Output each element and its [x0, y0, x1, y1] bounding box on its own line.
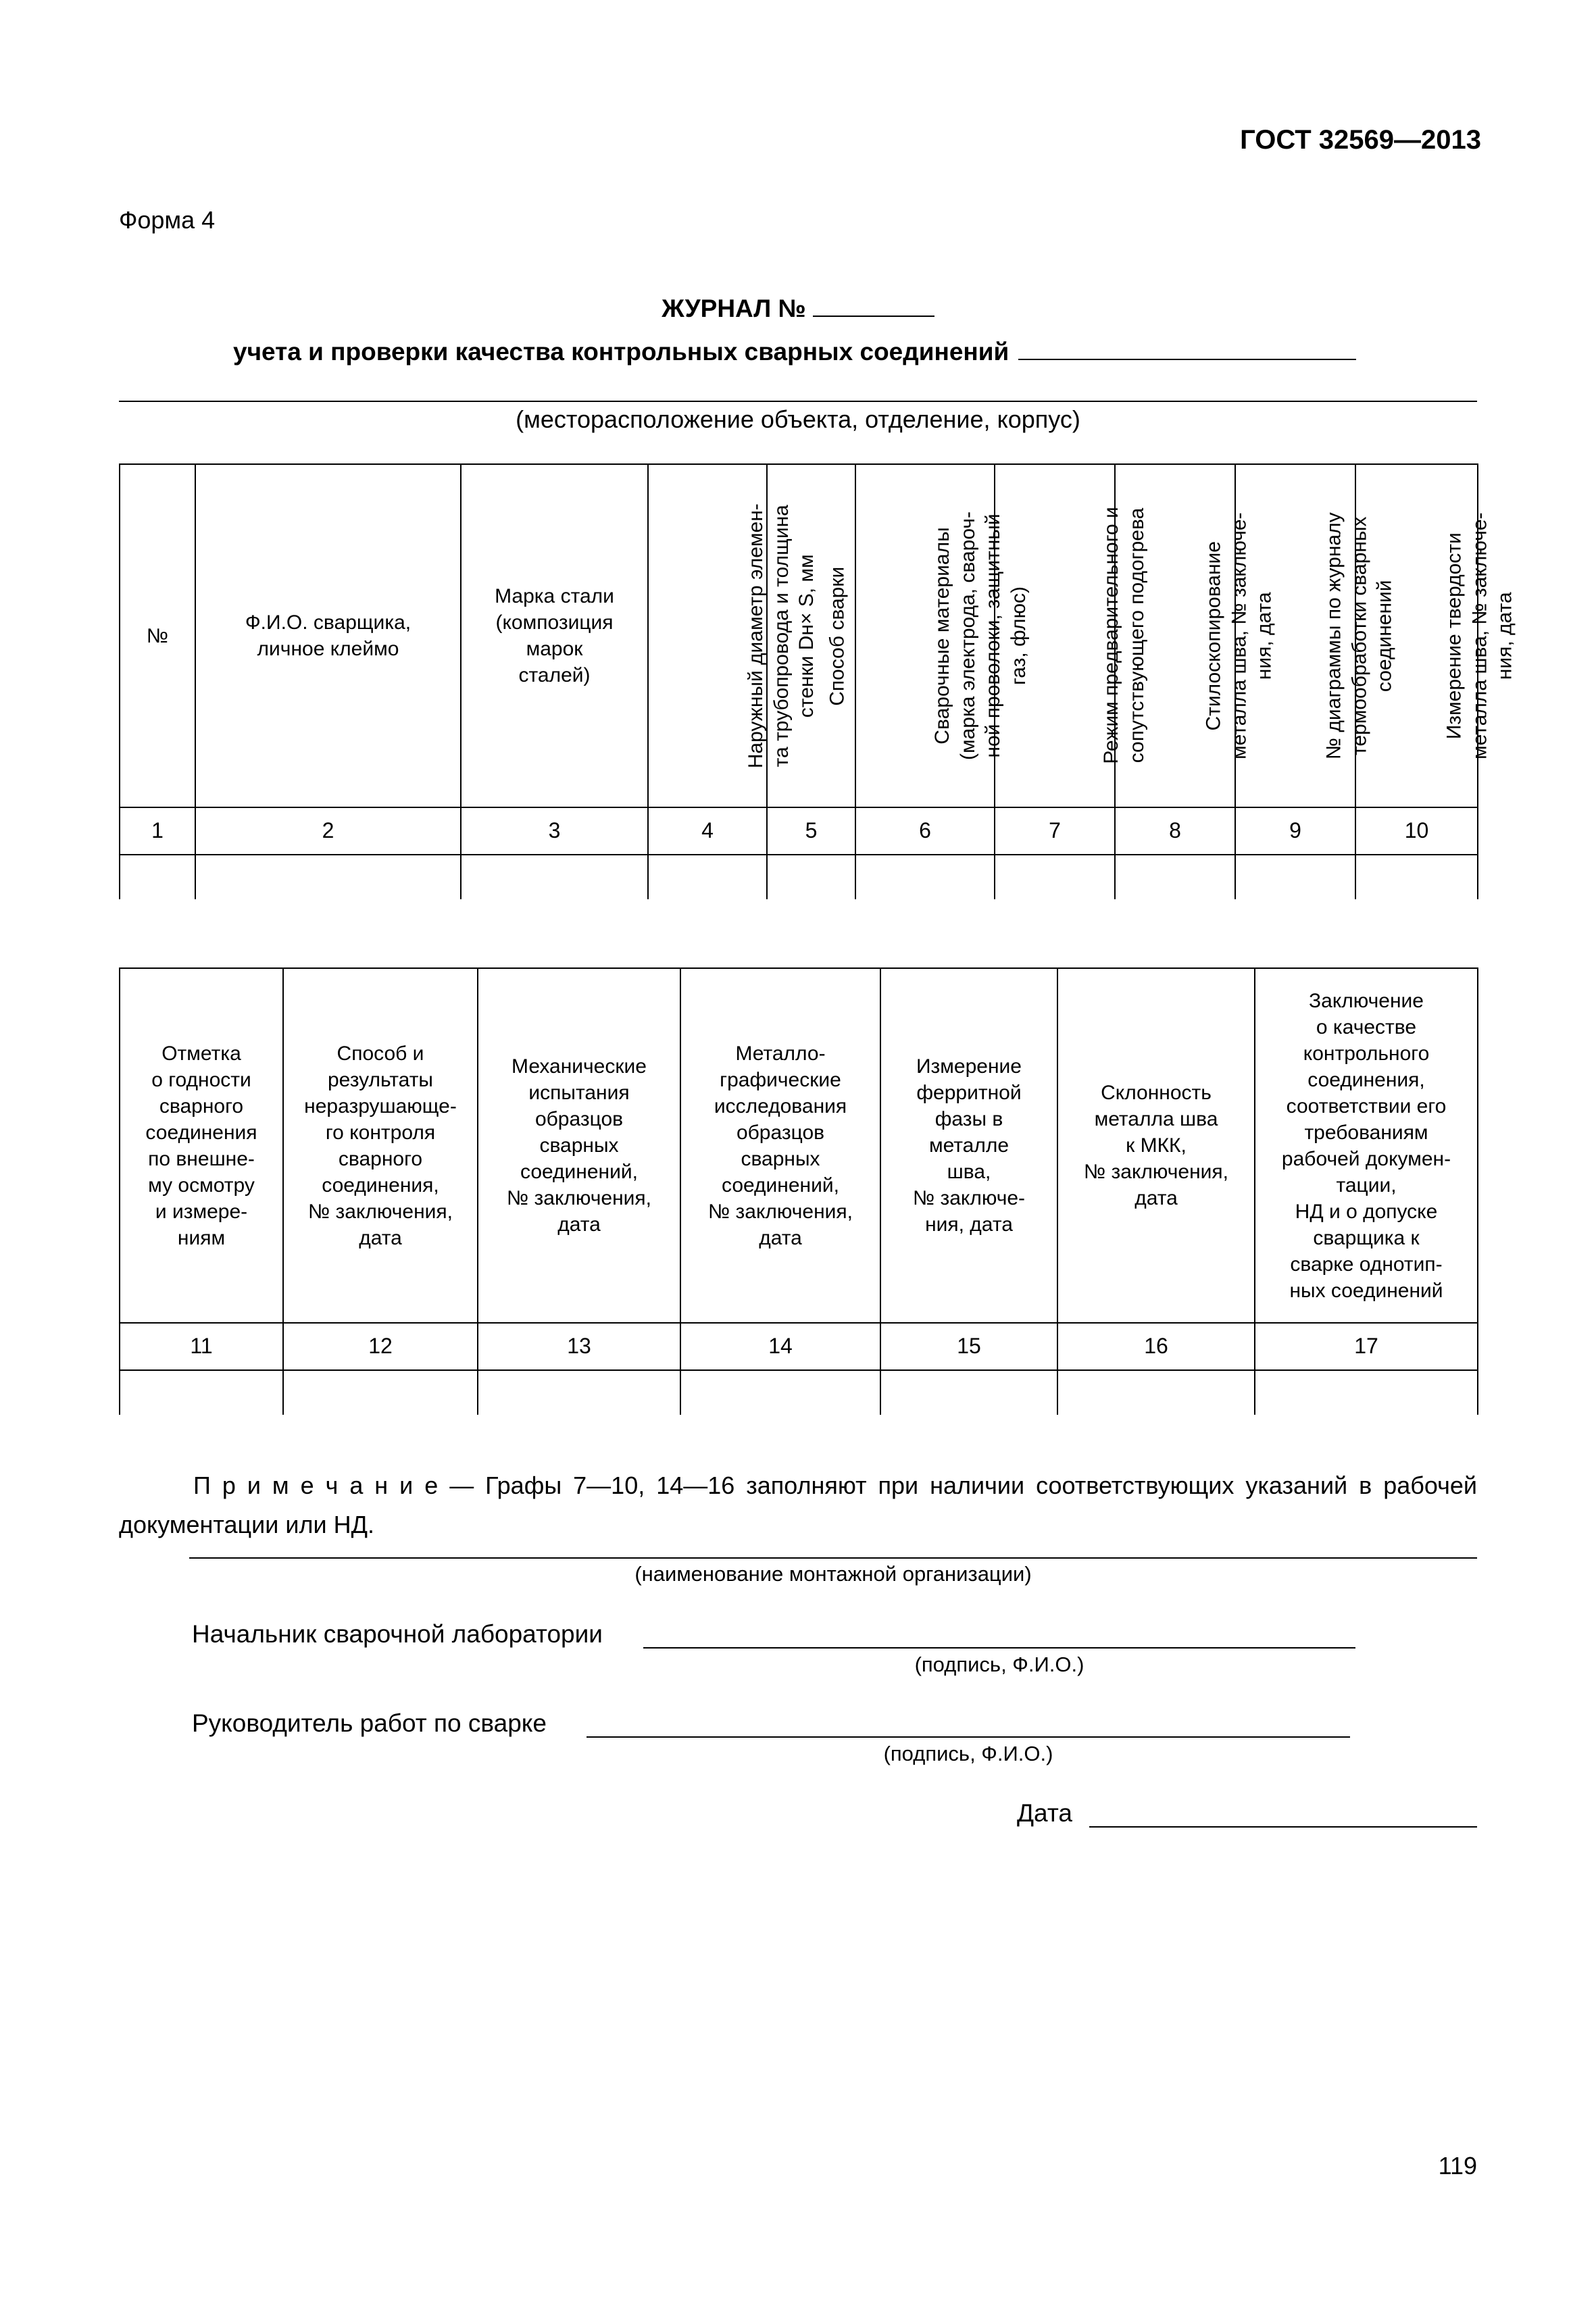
- column-number: 7: [995, 807, 1115, 855]
- journal-table-2: [119, 967, 1478, 1415]
- table1-header-cell: [461, 464, 648, 807]
- column-number: 5: [767, 807, 855, 855]
- column-number: 17: [1255, 1323, 1478, 1370]
- organization-caption: (наименование монтажной организации): [634, 1562, 1032, 1586]
- header-text: Стилоскопирование металла шва, № заключе- ния, дата: [1202, 511, 1276, 759]
- entry-cell[interactable]: [648, 855, 767, 899]
- entry-cell[interactable]: [478, 1370, 680, 1415]
- entry-cell[interactable]: [1115, 855, 1235, 899]
- table2-header-cell: [880, 968, 1057, 1323]
- entry-cell[interactable]: [461, 855, 648, 899]
- entry-cell[interactable]: [283, 1370, 478, 1415]
- header-text: Склонность металла шва к МКК, № заключения, дата: [1084, 1082, 1228, 1209]
- entry-cell[interactable]: [995, 855, 1115, 899]
- header-text: № диаграммы по журналу термообработки сварных соединений: [1322, 511, 1396, 759]
- table2-header-row: [120, 968, 1478, 1323]
- header-text: Отметка о годности сварного соединения по внешне- му осмотру и измере- ниям: [145, 1042, 257, 1249]
- table2-header-cell: [680, 968, 880, 1323]
- column-number: 13: [478, 1323, 680, 1370]
- column-number: 10: [1355, 807, 1478, 855]
- date-label: Дата: [1017, 1799, 1072, 1827]
- welding-head-signature-caption: (подпись, Ф.И.О.): [883, 1742, 1053, 1765]
- entry-cell[interactable]: [120, 1370, 283, 1415]
- table1-header-cell: [648, 464, 818, 807]
- header-text: Металло- графические исследования образцов сварных соединений, № заключения, дата: [708, 1042, 853, 1249]
- column-number: 6: [855, 807, 995, 855]
- location-line: [119, 401, 1477, 402]
- table1-number-row: [120, 807, 1478, 855]
- column-number: 8: [1115, 807, 1235, 855]
- table1-header-cell: [855, 464, 1030, 807]
- form-label: Форма 4: [119, 206, 216, 234]
- table1-entry-row: [120, 855, 1478, 899]
- lab-head-signature-line[interactable]: [643, 1647, 1355, 1649]
- header-text: Измерение ферритной фазы в металле шва, № заключе- ния, дата: [912, 1055, 1026, 1236]
- header-text: Способ сварки: [826, 566, 849, 706]
- table1-header-cell: [120, 464, 195, 807]
- journal-title: [0, 295, 1596, 323]
- standard-number: ГОСТ 32569—2013: [1240, 125, 1481, 155]
- header-text: Механические испытания образцов сварных соединений, № заключения, дата: [507, 1055, 651, 1236]
- table1-header-row: [120, 464, 1478, 807]
- table2-header-cell: [1255, 968, 1478, 1323]
- header-text: №: [146, 624, 169, 647]
- column-number: 12: [283, 1323, 478, 1370]
- date-line[interactable]: [1089, 1826, 1477, 1828]
- table2-header-cell: [478, 968, 680, 1323]
- header-text: Наружный диаметр элемен- та трубопровода и толщина стенки Dн× S, мм: [744, 503, 818, 768]
- header-text: Ф.И.О. сварщика, личное клеймо: [245, 611, 412, 660]
- header-text: Способ и результаты неразрушающе- го контроля сварного соединения, № заключения, дата: [304, 1042, 457, 1249]
- entry-cell[interactable]: [1355, 855, 1478, 899]
- column-number: 14: [680, 1323, 880, 1370]
- location-caption: (месторасположение объекта, отделение, корпус): [516, 405, 1080, 433]
- entry-cell[interactable]: [855, 855, 995, 899]
- journal-number-blank: [813, 295, 934, 317]
- lab-head-signature-caption: (подпись, Ф.И.О.): [914, 1653, 1084, 1676]
- header-text: Заключение о качестве контрольного соединения, соответствии его требованиям рабочей докумен- тации, НД и о допуске сварщика к сварке однотип- ных соединений: [1281, 989, 1451, 1302]
- entry-cell[interactable]: [195, 855, 461, 899]
- entry-cell[interactable]: [880, 1370, 1057, 1415]
- journal-subtitle-blank: [1018, 338, 1356, 360]
- column-number: 15: [880, 1323, 1057, 1370]
- table1-header-cell: [195, 464, 461, 807]
- lab-head-label: Начальник сварочной лаборатории: [192, 1620, 603, 1648]
- column-number: 11: [120, 1323, 283, 1370]
- entry-cell[interactable]: [1235, 855, 1355, 899]
- table2-header-cell: [283, 968, 478, 1323]
- journal-table-1: [119, 463, 1516, 899]
- journal-subtitle-text: учета и проверки качества контрольных сварных соединений: [233, 338, 1009, 366]
- column-number: 1: [120, 807, 195, 855]
- header-text: Режим предварительного и сопутствующего подогрева: [1099, 507, 1148, 765]
- entry-cell[interactable]: [680, 1370, 880, 1415]
- column-number: 3: [461, 807, 648, 855]
- welding-head-signature-line[interactable]: [587, 1736, 1350, 1738]
- table2-number-row: [120, 1323, 1478, 1370]
- column-number: 2: [195, 807, 461, 855]
- column-number: 9: [1235, 807, 1355, 855]
- journal-subtitle: [233, 338, 1356, 366]
- table2-entry-row: [120, 1370, 1478, 1415]
- table2-header-cell: [1057, 968, 1255, 1323]
- header-text: Марка стали (композиция марок сталей): [495, 585, 614, 686]
- column-number: 16: [1057, 1323, 1255, 1370]
- organization-line: [189, 1557, 1477, 1559]
- journal-title-text: ЖУРНАЛ №: [662, 295, 806, 322]
- note-text: П р и м е ч а н и е — Графы 7—10, 14—16 заполняют при наличии соответствующих указаний в рабочей документации или НД.: [119, 1472, 1477, 1538]
- entry-cell[interactable]: [1255, 1370, 1478, 1415]
- entry-cell[interactable]: [767, 855, 855, 899]
- welding-head-label: Руководитель работ по сварке: [192, 1709, 547, 1737]
- page-number: 119: [1438, 2152, 1477, 2180]
- header-text: Измерение твердости металла шва, № заключе- ния, дата: [1443, 511, 1516, 759]
- entry-cell[interactable]: [1057, 1370, 1255, 1415]
- entry-cell[interactable]: [120, 855, 195, 899]
- header-text: Сварочные материалы (марка электрода, свароч- ной проволоки, защитный газ, флюс): [931, 511, 1030, 760]
- table2-header-cell: [120, 968, 283, 1323]
- column-number: 4: [648, 807, 767, 855]
